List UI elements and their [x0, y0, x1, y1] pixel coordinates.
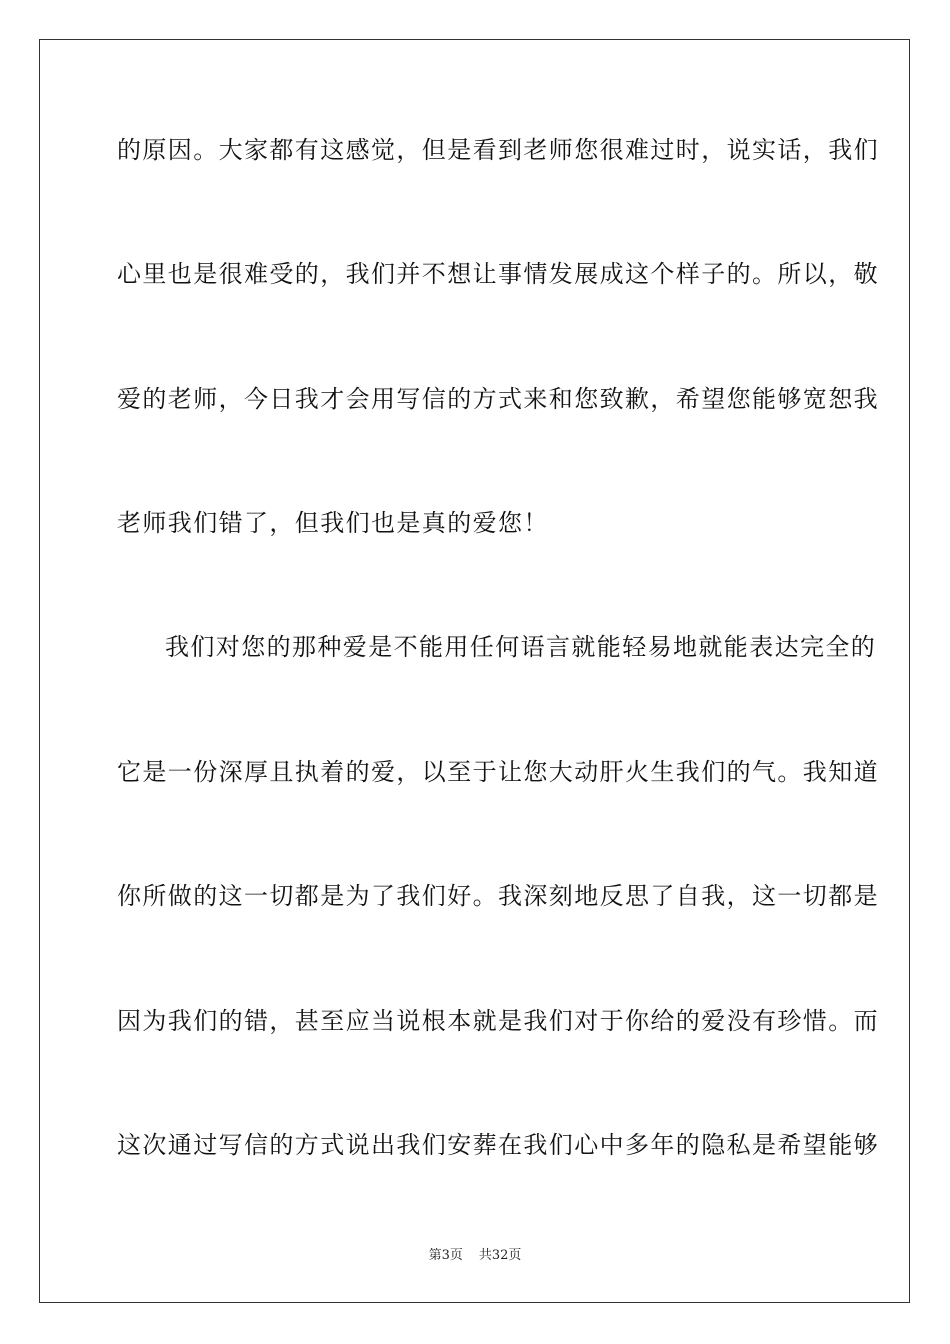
text-line-8: 因为我们的错，甚至应当说根本就是我们对于你给的爱没有珍惜。而 — [117, 1007, 879, 1035]
page-total: 共32页 — [478, 1248, 522, 1263]
text-line-7: 你所做的这一切都是为了我们好。我深刻地反思了自我，这一切都是 — [117, 882, 879, 910]
text-line-2: 心里也是很难受的，我们并不想让事情发展成这个样子的。所以，敬 — [117, 260, 879, 288]
page-number: 第3页 — [428, 1248, 463, 1263]
page-footer — [0, 1247, 950, 1265]
text-line-1: 的原因。大家都有这感觉，但是看到老师您很难过时，说实话，我们 — [117, 136, 879, 164]
text-line-5: 我们对您的那种爱是不能用任何语言就能轻易地就能表达完全的 — [165, 633, 877, 661]
text-line-3: 爱的老师，今日我才会用写信的方式来和您致歉，希望您能够宽恕我 — [117, 385, 879, 413]
text-line-4: 老师我们错了，但我们也是真的爱您！ — [117, 509, 549, 537]
text-line-9: 这次通过写信的方式说出我们安葬在我们心中多年的隐私是希望能够 — [117, 1131, 879, 1159]
page-border — [39, 39, 910, 1303]
text-line-6: 它是一份深厚且执着的爱，以至于让您大动肝火生我们的气。我知道 — [117, 758, 879, 786]
